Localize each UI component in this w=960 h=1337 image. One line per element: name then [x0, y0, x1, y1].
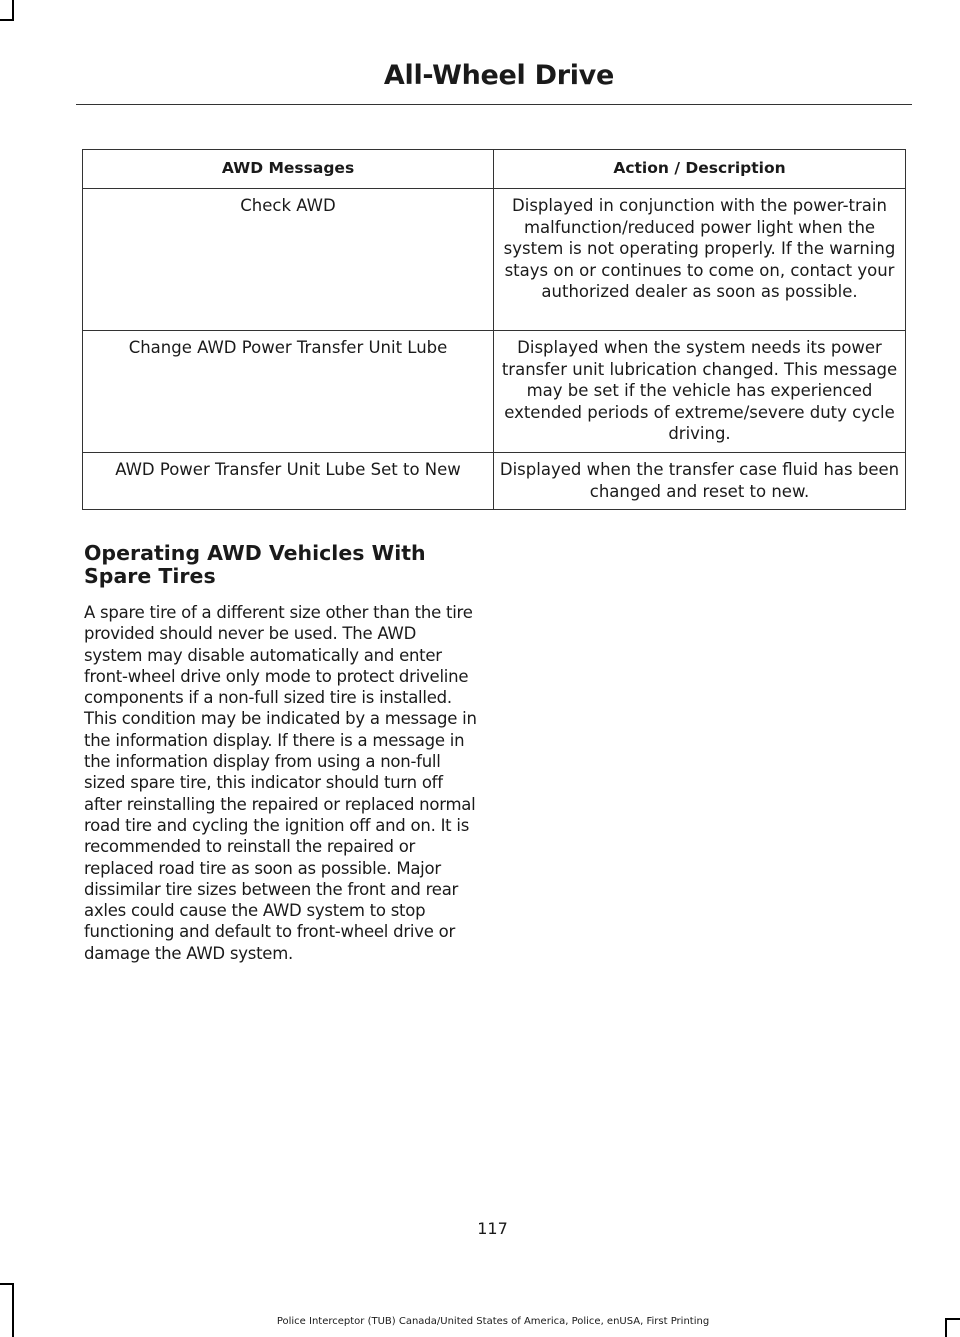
column-header-awd-messages: AWD Messages	[83, 150, 494, 189]
page-number: 117	[477, 1219, 508, 1238]
awd-message-cell: Check AWD	[83, 189, 494, 331]
awd-message-cell: Change AWD Power Transfer Unit Lube	[83, 331, 494, 453]
table-row	[83, 453, 906, 510]
action-description-cell: Displayed when the transfer case fluid has been changed and reset to new.	[494, 453, 906, 510]
table-header-row	[83, 150, 906, 189]
awd-message-cell: AWD Power Transfer Unit Lube Set to New	[83, 453, 494, 510]
action-description-cell: Displayed in conjunction with the power-train malfunction/reduced power light when the system is not operating properly. If the warning stays on or continues to come on, contact your authorized dealer as soon as possible.	[494, 189, 906, 331]
awd-messages-table	[82, 149, 906, 510]
crop-mark-bottom-left-horizontal	[0, 1283, 14, 1285]
table-row	[83, 189, 906, 331]
action-description-cell: Displayed when the system needs its power transfer unit lubrication changed. This message may be set if the vehicle has experienced extended periods of extreme/severe duty cycle driving.	[494, 331, 906, 453]
footer-publication-info: Police Interceptor (TUB) Canada/United States of America, Police, enUSA, First Printing	[276, 1316, 710, 1327]
crop-mark-top-left-vertical	[12, 0, 14, 20]
section-heading: Operating AWD Vehicles With Spare Tires	[84, 541, 426, 588]
column-header-action-description: Action / Description	[494, 150, 906, 189]
page-title: All-Wheel Drive	[383, 60, 614, 91]
section-body-paragraph: A spare tire of a different size other than the tire provided should never be used. The AWD system may disable automatically and enter front-wheel drive only mode to protect driveline components if a non-full sized tire is installed. This condition may be indicated by a message in the information display. If there is a message in the information display from using a non-full sized spare tire, this indicator should turn off after reinstalling the repaired or replaced normal road tire and cycling the ignition off and on. It is recommended to reinstall the repaired or replaced road tire as soon as possible. Major dissimilar tire sizes between the front and rear axles could cause the AWD system to stop functioning and default to front-wheel drive or damage the AWD system.	[84, 603, 477, 963]
table-row	[83, 331, 906, 453]
crop-mark-bottom-left-vertical	[12, 1283, 14, 1337]
header-divider	[76, 104, 912, 105]
crop-mark-top-left-horizontal	[0, 19, 14, 21]
